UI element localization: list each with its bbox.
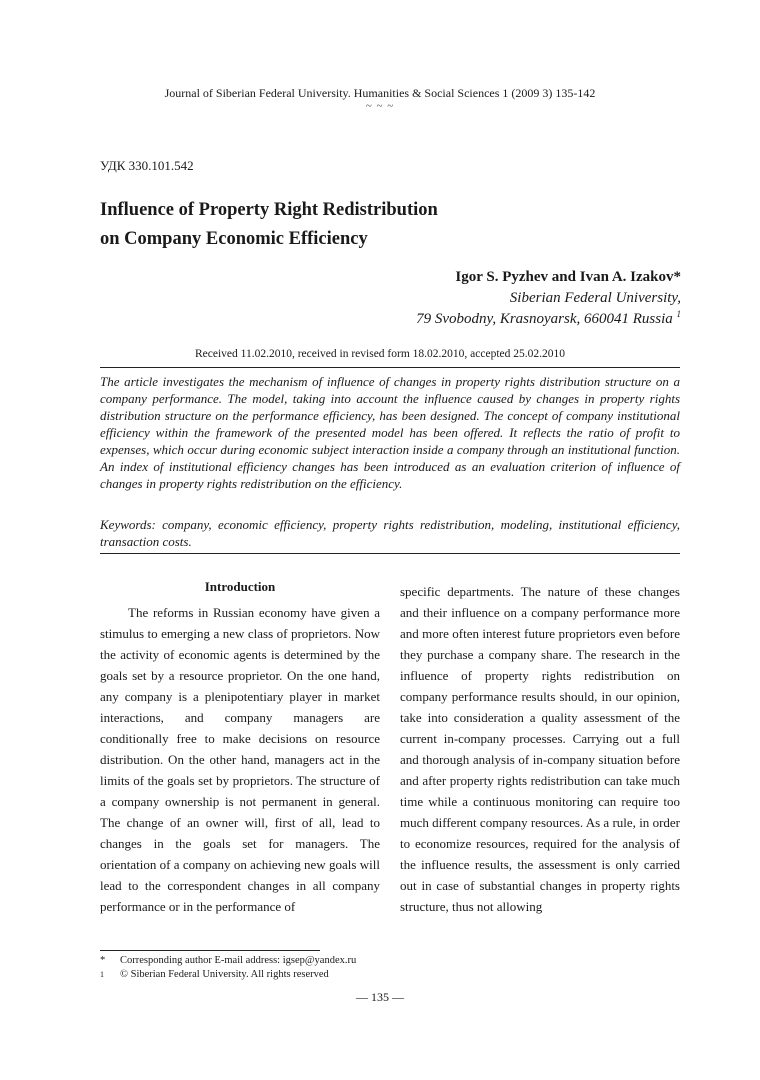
body-left-column: [100, 576, 380, 917]
body-paragraph-right: specific departments. The nature of these changes and their influence on a company performance more and more often interest future proprietors even before they purchase a company share. The research in the influence of property rights redistribution on company performance results should, in our opinion, take into consideration a quality assessment of the current in-company processes. Carrying out a full and thorough analysis of in-company situation before and after property rights redistribution can take much time while a continuous monitoring can require too much different company resources. As a rule, in order to economize resources, required for the analysis of the influence results, the assessment is only carried out in case of substantial changes in property rights structure, thus not allowing: [400, 584, 680, 914]
footnote-text: Corresponding author E-mail address: igsep@yandex.ru: [120, 955, 357, 966]
page-number: — 135 —: [356, 990, 404, 1004]
footnote-rule: [100, 950, 320, 951]
footnote-mark: 1: [100, 970, 104, 979]
footnote-item: [100, 968, 356, 982]
header-ornament: ~ ~ ~: [365, 100, 395, 112]
author-institution: Siberian Federal University,: [509, 290, 681, 306]
body-paragraph-left: The reforms in Russian economy have given a stimulus to emerging a new class of proprietors. Now the activity of economic agents is determined by the goals set by a resource proprietor. On the one hand, any company is a plenipotentiary player in market interactions, and company managers are conditionally free to make decisions on resource distribution. On the other hand, managers act in the limits of the goals set by proprietors. The structure of a company ownership is not permanent in general. The change of an owner will, first of all, lead to changes in the goals set for managers. The orientation of a company on achieving new goals will lead to the correspondent changes in all company performance or in the performance of: [100, 605, 380, 914]
body-right-column: [400, 581, 680, 917]
address-footnote-mark: 1: [676, 309, 681, 319]
title-line-1: Influence of Property Right Redistribution: [100, 200, 438, 220]
abstract: The article investigates the mechanism of influence of changes in property rights distribution structure on a company performance. The model, taking into account the influence caused by changes in property rights distribution structure on the performance efficiency, has been designed. The concept of company institutional efficiency within the framework of the presented model has been offered. It reflects the ratio of profit to expenses, which occur during economic subject interaction inside a company through an institutional function. An index of institutional efficiency changes has been introduced as an evaluation criterion of influence of changes in property rights redistribution on the efficiency.: [100, 374, 680, 491]
udc-code: УДК 330.101.542: [100, 158, 194, 173]
journal-header: Journal of Siberian Federal University. Humanities & Social Sciences 1 (2009 3) 135-142: [164, 86, 596, 100]
article-title: [100, 196, 660, 254]
footnote-text: © Siberian Federal University. All rights reserved: [120, 969, 329, 980]
abstract-top-rule: [100, 367, 680, 368]
title-line-2: on Company Economic Efficiency: [100, 229, 368, 249]
footnote-item: [100, 954, 356, 968]
author-block: [416, 267, 681, 330]
section-heading-introduction: Introduction: [204, 579, 276, 594]
author-address-line: [416, 309, 681, 330]
abstract-bottom-rule: [100, 553, 680, 554]
footnote-mark: *: [100, 955, 106, 966]
received-dates: Received 11.02.2010, received in revised form 18.02.2010, accepted 25.02.2010: [194, 348, 566, 360]
author-address: 79 Svobodny, Krasnoyarsk, 660041 Russia: [416, 311, 673, 327]
keywords: Keywords: company, economic efficiency, property rights redistribution, modeling, institutional efficiency, transaction costs.: [100, 517, 680, 549]
footnotes: [100, 954, 356, 982]
author-names: Igor S. Pyzhev and Ivan A. Izakov*: [455, 269, 681, 285]
